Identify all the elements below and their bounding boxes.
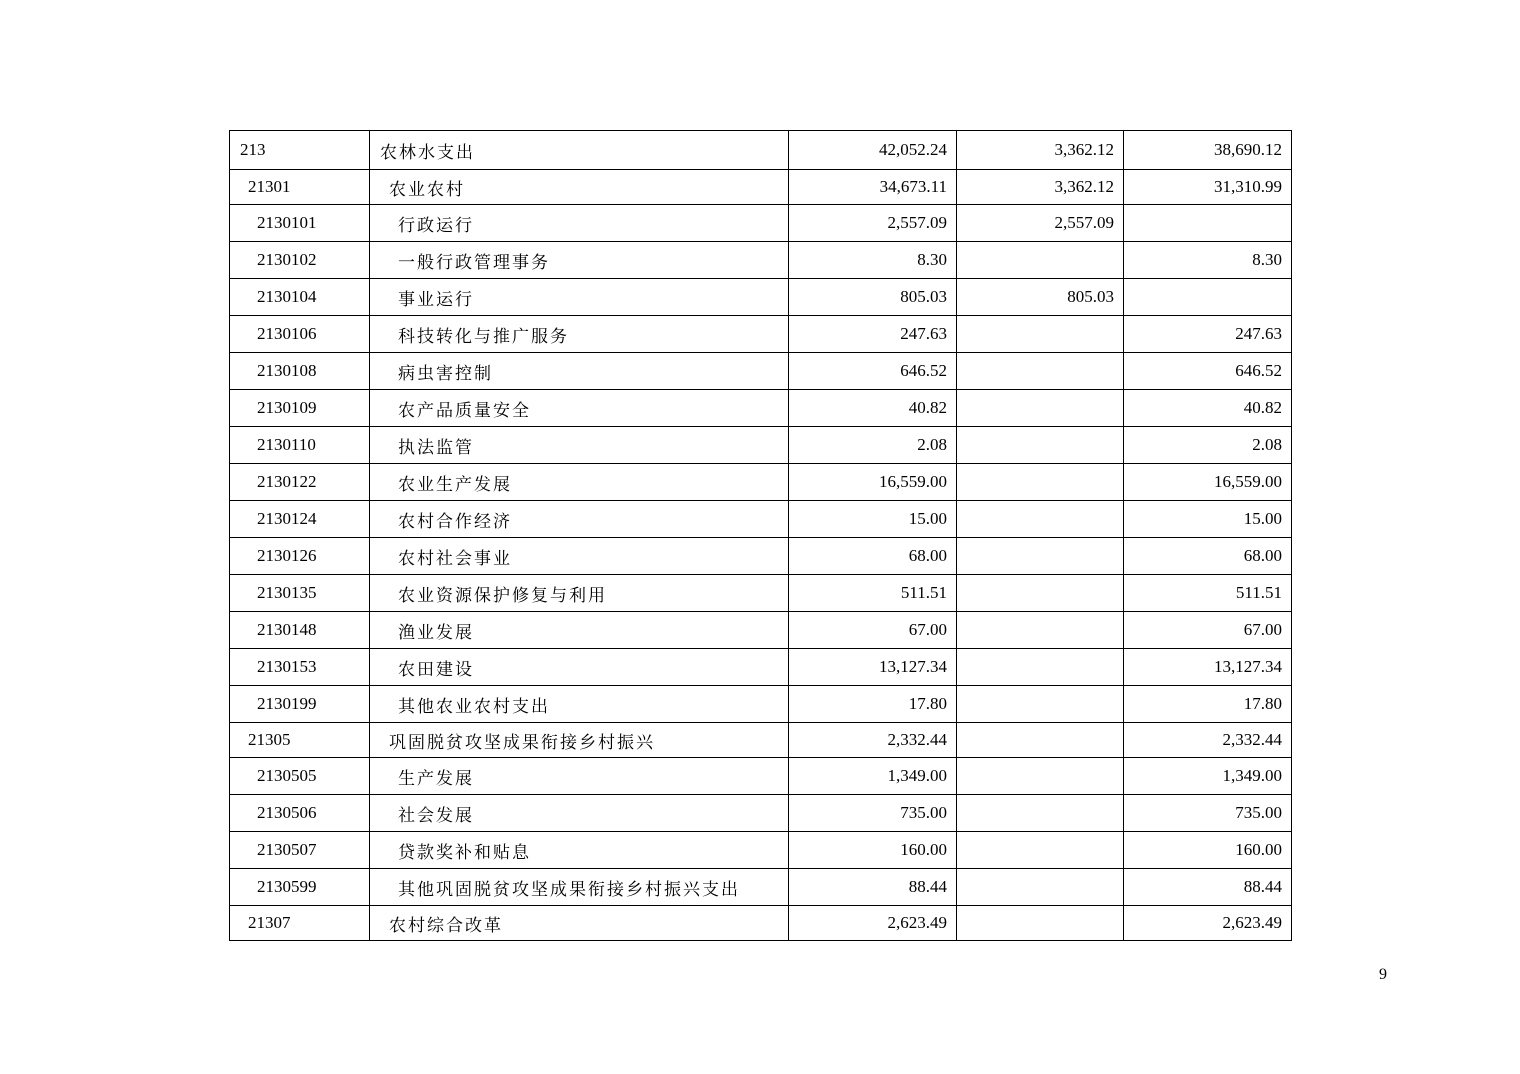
cell-basic: 2,557.09 <box>957 205 1124 242</box>
table-row <box>230 795 1292 832</box>
cell-name: 其他农业农村支出 <box>370 686 789 723</box>
cell-name: 农产品质量安全 <box>370 390 789 427</box>
cell-code: 2130106 <box>230 316 370 353</box>
cell-name: 农业农村 <box>370 170 789 205</box>
cell-total: 160.00 <box>789 832 957 869</box>
cell-total: 13,127.34 <box>789 649 957 686</box>
table-row <box>230 869 1292 906</box>
cell-total: 68.00 <box>789 538 957 575</box>
cell-total: 15.00 <box>789 501 957 538</box>
table-row <box>230 686 1292 723</box>
cell-total: 16,559.00 <box>789 464 957 501</box>
cell-basic <box>957 538 1124 575</box>
cell-code: 2130199 <box>230 686 370 723</box>
table-row <box>230 242 1292 279</box>
cell-total: 40.82 <box>789 390 957 427</box>
cell-basic <box>957 464 1124 501</box>
cell-basic: 805.03 <box>957 279 1124 316</box>
cell-project: 68.00 <box>1124 538 1292 575</box>
cell-project: 8.30 <box>1124 242 1292 279</box>
cell-code: 213 <box>230 131 370 170</box>
cell-total: 8.30 <box>789 242 957 279</box>
cell-name: 农业资源保护修复与利用 <box>370 575 789 612</box>
cell-basic <box>957 649 1124 686</box>
cell-project: 40.82 <box>1124 390 1292 427</box>
table-row <box>230 758 1292 795</box>
cell-basic <box>957 869 1124 906</box>
cell-basic <box>957 353 1124 390</box>
cell-code: 2130109 <box>230 390 370 427</box>
cell-name: 其他巩固脱贫攻坚成果衔接乡村振兴支出 <box>370 869 789 906</box>
cell-total: 735.00 <box>789 795 957 832</box>
cell-code: 2130599 <box>230 869 370 906</box>
cell-total: 67.00 <box>789 612 957 649</box>
cell-name: 农业生产发展 <box>370 464 789 501</box>
cell-code: 2130507 <box>230 832 370 869</box>
cell-total: 2,332.44 <box>789 723 957 758</box>
cell-total: 2,623.49 <box>789 906 957 941</box>
cell-total: 247.63 <box>789 316 957 353</box>
table-row <box>230 170 1292 205</box>
cell-project <box>1124 279 1292 316</box>
cell-name: 病虫害控制 <box>370 353 789 390</box>
cell-basic <box>957 906 1124 941</box>
cell-basic <box>957 242 1124 279</box>
cell-name: 农林水支出 <box>370 131 789 170</box>
cell-basic: 3,362.12 <box>957 131 1124 170</box>
cell-total: 88.44 <box>789 869 957 906</box>
cell-name: 行政运行 <box>370 205 789 242</box>
cell-total: 2.08 <box>789 427 957 464</box>
cell-project: 646.52 <box>1124 353 1292 390</box>
cell-project: 735.00 <box>1124 795 1292 832</box>
cell-code: 2130101 <box>230 205 370 242</box>
table-row <box>230 205 1292 242</box>
cell-code: 2130124 <box>230 501 370 538</box>
table-row <box>230 906 1292 941</box>
table-row <box>230 501 1292 538</box>
cell-total: 511.51 <box>789 575 957 612</box>
cell-code: 21307 <box>230 906 370 941</box>
cell-name: 农村社会事业 <box>370 538 789 575</box>
cell-project: 247.63 <box>1124 316 1292 353</box>
cell-project: 88.44 <box>1124 869 1292 906</box>
cell-code: 21305 <box>230 723 370 758</box>
table-row <box>230 649 1292 686</box>
cell-name: 农村综合改革 <box>370 906 789 941</box>
page-number: 9 <box>1379 966 1387 983</box>
cell-basic <box>957 427 1124 464</box>
cell-total: 1,349.00 <box>789 758 957 795</box>
cell-project: 2.08 <box>1124 427 1292 464</box>
cell-name: 贷款奖补和贴息 <box>370 832 789 869</box>
cell-project: 17.80 <box>1124 686 1292 723</box>
cell-code: 2130505 <box>230 758 370 795</box>
table-row <box>230 131 1292 170</box>
cell-total: 34,673.11 <box>789 170 957 205</box>
cell-total: 805.03 <box>789 279 957 316</box>
cell-project: 38,690.12 <box>1124 131 1292 170</box>
cell-total: 646.52 <box>789 353 957 390</box>
cell-name: 科技转化与推广服务 <box>370 316 789 353</box>
cell-basic <box>957 723 1124 758</box>
table-row <box>230 427 1292 464</box>
cell-code: 2130148 <box>230 612 370 649</box>
cell-basic <box>957 758 1124 795</box>
cell-name: 执法监管 <box>370 427 789 464</box>
cell-name: 农村合作经济 <box>370 501 789 538</box>
cell-code: 21301 <box>230 170 370 205</box>
table-body <box>230 131 1292 941</box>
cell-code: 2130122 <box>230 464 370 501</box>
table-row <box>230 390 1292 427</box>
cell-name: 农田建设 <box>370 649 789 686</box>
cell-basic <box>957 795 1124 832</box>
table-row <box>230 612 1292 649</box>
cell-basic <box>957 501 1124 538</box>
cell-total: 17.80 <box>789 686 957 723</box>
cell-project <box>1124 205 1292 242</box>
cell-code: 2130102 <box>230 242 370 279</box>
cell-code: 2130104 <box>230 279 370 316</box>
cell-project: 13,127.34 <box>1124 649 1292 686</box>
cell-basic: 3,362.12 <box>957 170 1124 205</box>
cell-basic <box>957 612 1124 649</box>
cell-code: 2130135 <box>230 575 370 612</box>
cell-basic <box>957 316 1124 353</box>
cell-project: 1,349.00 <box>1124 758 1292 795</box>
cell-project: 67.00 <box>1124 612 1292 649</box>
cell-project: 31,310.99 <box>1124 170 1292 205</box>
cell-project: 15.00 <box>1124 501 1292 538</box>
cell-code: 2130153 <box>230 649 370 686</box>
cell-name: 社会发展 <box>370 795 789 832</box>
table-row <box>230 723 1292 758</box>
table-row <box>230 464 1292 501</box>
cell-name: 渔业发展 <box>370 612 789 649</box>
table-row <box>230 279 1292 316</box>
cell-project: 16,559.00 <box>1124 464 1292 501</box>
cell-project: 511.51 <box>1124 575 1292 612</box>
cell-basic <box>957 686 1124 723</box>
cell-name: 巩固脱贫攻坚成果衔接乡村振兴 <box>370 723 789 758</box>
cell-total: 2,557.09 <box>789 205 957 242</box>
cell-code: 2130110 <box>230 427 370 464</box>
cell-total: 42,052.24 <box>789 131 957 170</box>
cell-name: 事业运行 <box>370 279 789 316</box>
cell-code: 2130108 <box>230 353 370 390</box>
table-row <box>230 353 1292 390</box>
budget-table <box>229 130 1292 941</box>
cell-code: 2130126 <box>230 538 370 575</box>
cell-basic <box>957 832 1124 869</box>
cell-basic <box>957 390 1124 427</box>
cell-name: 生产发展 <box>370 758 789 795</box>
table-row <box>230 832 1292 869</box>
cell-project: 2,332.44 <box>1124 723 1292 758</box>
cell-name: 一般行政管理事务 <box>370 242 789 279</box>
cell-code: 2130506 <box>230 795 370 832</box>
table-row <box>230 575 1292 612</box>
cell-basic <box>957 575 1124 612</box>
table-row <box>230 538 1292 575</box>
table-row <box>230 316 1292 353</box>
cell-project: 160.00 <box>1124 832 1292 869</box>
cell-project: 2,623.49 <box>1124 906 1292 941</box>
